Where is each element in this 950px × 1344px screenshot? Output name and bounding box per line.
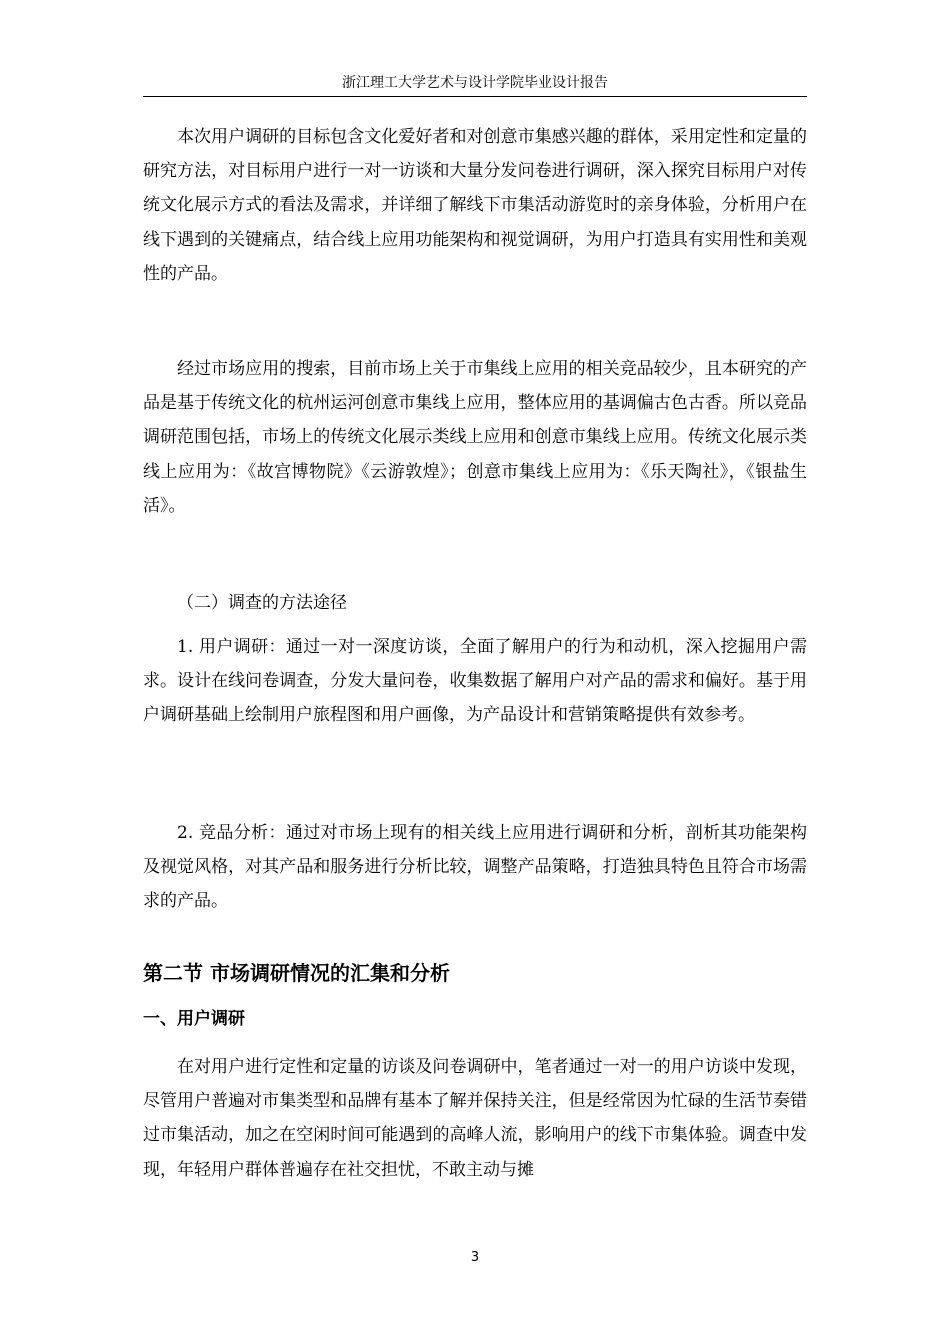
running-header: 浙江理工大学艺术与设计学院毕业设计报告: [342, 75, 608, 91]
paragraph-research-goal: 本次用户调研的目标包含文化爱好者和对创意市集感兴趣的群体，采用定性和定量的研究方法，对目标用户进行一对一访谈和大量分发问卷进行调研，深入探究目标用户对传统文化展示方式的看法及需求，并详细了解线下市集活动游览时的亲身体验，分析用户在线下遇到的关键痛点，结合线上应用功能架构和视觉调研，为用户打造具有实用性和美观性的产品。: [143, 127, 807, 284]
subheading-methods: （二）调查的方法途径: [177, 593, 347, 613]
list-item-competitor-analysis: 2. 竞品分析：通过对市场上现有的相关线上应用进行调研和分析，剖析其功能架构及视觉风格，对其产品和服务进行分析比较，调整产品策略，打造独具特色且符合市场需求的产品。: [143, 823, 807, 912]
paragraph-user-findings: 在对用户进行定性和定量的访谈及问卷调研中，笔者通过一对一的用户访谈中发现，尽管用户普遍对市集类型和品牌有基本了解并保持关注，但是经常因为忙碌的生活节奏错过市集活动，加之在空闲时间可能遇到的高峰人流，影响用户的线下市集体验。调查中发现，年轻用户群体普遍存在社交担忧，不敢主动与摊: [143, 1057, 807, 1180]
subheading-user-research: 一、用户调研: [143, 1009, 245, 1029]
paragraph-competitor-scope: 经过市场应用的搜索，目前市场上关于市集线上应用的相关竞品较少，且本研究的产品是基于传统文化的杭州运河创意市集线上应用，整体应用的基调偏古色古香。所以竞品调研范围包括，市场上的传统文化展示类线上应用和创意市集线上应用。传统文化展示类线上应用为：《故宫博物院》《云游敦煌》；创意市集线上应用为：《乐天陶社》，《银盐生活》。: [143, 359, 807, 516]
list-item-user-research: 1. 用户调研：通过一对一深度访谈，全面了解用户的行为和动机，深入挖掘用户需求。设计在线问卷调查，分发大量问卷，收集数据了解用户对产品的需求和偏好。基于用户调研基础上绘制用户旅程图和用户画像，为产品设计和营销策略提供有效参考。: [143, 637, 807, 726]
header-divider: [143, 96, 807, 97]
page-number: 3: [470, 1250, 480, 1265]
section-heading: 第二节 市场调研情况的汇集和分析: [143, 961, 450, 985]
